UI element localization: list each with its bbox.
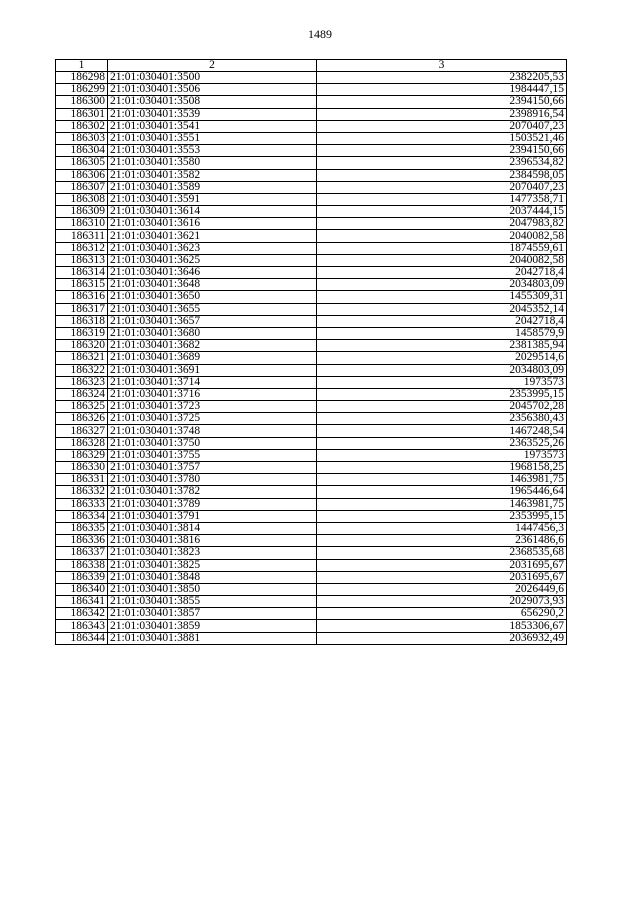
cadastral-number-cell: 21:01:030401:3723 — [108, 401, 317, 413]
row-number-cell: 186313 — [56, 254, 108, 266]
row-number-cell: 186335 — [56, 522, 108, 534]
row-number-cell: 186311 — [56, 230, 108, 242]
cadastral-number-cell: 21:01:030401:3691 — [108, 364, 317, 376]
row-number-cell: 186314 — [56, 267, 108, 279]
row-number-cell: 186307 — [56, 181, 108, 193]
cadastral-number-cell: 21:01:030401:3757 — [108, 462, 317, 474]
value-cell: 1458579,9 — [317, 327, 567, 339]
row-number-cell: 186326 — [56, 413, 108, 425]
table-row — [56, 596, 567, 608]
table-row — [56, 510, 567, 522]
cadastral-number-cell: 21:01:030401:3580 — [108, 157, 317, 169]
table-row — [56, 571, 567, 583]
cadastral-number-cell: 21:01:030401:3553 — [108, 145, 317, 157]
table-row — [56, 340, 567, 352]
value-cell: 2034803,09 — [317, 364, 567, 376]
cadastral-number-cell: 21:01:030401:3589 — [108, 181, 317, 193]
cadastral-number-cell: 21:01:030401:3881 — [108, 632, 317, 644]
value-cell: 2036932,49 — [317, 632, 567, 644]
table-row — [56, 486, 567, 498]
cadastral-number-cell: 21:01:030401:3857 — [108, 608, 317, 620]
value-cell: 2382205,53 — [317, 72, 567, 84]
cadastral-number-cell: 21:01:030401:3716 — [108, 388, 317, 400]
cadastral-number-cell: 21:01:030401:3551 — [108, 132, 317, 144]
table-row — [56, 193, 567, 205]
value-cell: 1463981,75 — [317, 498, 567, 510]
value-cell: 2031695,67 — [317, 559, 567, 571]
value-cell: 2363525,26 — [317, 437, 567, 449]
cadastral-number-cell: 21:01:030401:3506 — [108, 84, 317, 96]
table-row — [56, 388, 567, 400]
row-number-cell: 186320 — [56, 340, 108, 352]
value-cell: 2045702,28 — [317, 401, 567, 413]
table-row — [56, 267, 567, 279]
cadastral-number-cell: 21:01:030401:3500 — [108, 72, 317, 84]
value-cell: 1477358,71 — [317, 193, 567, 205]
cadastral-number-cell: 21:01:030401:3816 — [108, 535, 317, 547]
table-row — [56, 535, 567, 547]
cadastral-number-cell: 21:01:030401:3725 — [108, 413, 317, 425]
row-number-cell: 186301 — [56, 108, 108, 120]
row-number-cell: 186337 — [56, 547, 108, 559]
value-cell: 2047983,82 — [317, 218, 567, 230]
value-cell: 1973573 — [317, 376, 567, 388]
cadastral-number-cell: 21:01:030401:3614 — [108, 206, 317, 218]
row-number-cell: 186312 — [56, 242, 108, 254]
row-number-cell: 186336 — [56, 535, 108, 547]
value-cell: 2040082,58 — [317, 230, 567, 242]
table-row — [56, 559, 567, 571]
value-cell: 2368535,68 — [317, 547, 567, 559]
value-cell: 2042718,4 — [317, 267, 567, 279]
value-cell: 1467248,54 — [317, 425, 567, 437]
value-cell: 2031695,67 — [317, 571, 567, 583]
row-number-cell: 186315 — [56, 279, 108, 291]
value-cell: 2396534,82 — [317, 157, 567, 169]
value-cell: 2353995,15 — [317, 510, 567, 522]
table-row — [56, 254, 567, 266]
table-row — [56, 218, 567, 230]
value-cell: 2394150,66 — [317, 145, 567, 157]
cadastral-number-cell: 21:01:030401:3582 — [108, 169, 317, 181]
table-row — [56, 547, 567, 559]
value-cell: 2026449,6 — [317, 583, 567, 595]
value-cell: 1984447,15 — [317, 84, 567, 96]
cadastral-number-cell: 21:01:030401:3650 — [108, 291, 317, 303]
value-cell: 2384598,05 — [317, 169, 567, 181]
row-number-cell: 186329 — [56, 449, 108, 461]
row-number-cell: 186324 — [56, 388, 108, 400]
row-number-cell: 186323 — [56, 376, 108, 388]
table-row — [56, 462, 567, 474]
table-row — [56, 583, 567, 595]
row-number-cell: 186319 — [56, 327, 108, 339]
value-cell: 1973573 — [317, 449, 567, 461]
value-cell: 2029073,93 — [317, 596, 567, 608]
value-cell: 2040082,58 — [317, 254, 567, 266]
value-cell: 2356380,43 — [317, 413, 567, 425]
table-row — [56, 327, 567, 339]
cadastral-number-cell: 21:01:030401:3848 — [108, 571, 317, 583]
table-row — [56, 474, 567, 486]
table-row — [56, 157, 567, 169]
row-number-cell: 186327 — [56, 425, 108, 437]
table-row — [56, 132, 567, 144]
value-cell: 2070407,23 — [317, 181, 567, 193]
cadastral-number-cell: 21:01:030401:3780 — [108, 474, 317, 486]
value-cell: 2070407,23 — [317, 120, 567, 132]
table-row — [56, 425, 567, 437]
cadastral-number-cell: 21:01:030401:3508 — [108, 96, 317, 108]
table-row — [56, 437, 567, 449]
cadastral-number-cell: 21:01:030401:3541 — [108, 120, 317, 132]
cadastral-number-cell: 21:01:030401:3755 — [108, 449, 317, 461]
table-row — [56, 120, 567, 132]
table-row — [56, 230, 567, 242]
row-number-cell: 186342 — [56, 608, 108, 620]
row-number-cell: 186330 — [56, 462, 108, 474]
value-cell: 2394150,66 — [317, 96, 567, 108]
column-header-2: 2 — [108, 60, 317, 72]
cadastral-number-cell: 21:01:030401:3648 — [108, 279, 317, 291]
row-number-cell: 186316 — [56, 291, 108, 303]
table-row — [56, 96, 567, 108]
table-row — [56, 108, 567, 120]
row-number-cell: 186303 — [56, 132, 108, 144]
row-number-cell: 186332 — [56, 486, 108, 498]
cadastral-number-cell: 21:01:030401:3655 — [108, 303, 317, 315]
table-row — [56, 376, 567, 388]
cadastral-number-cell: 21:01:030401:3850 — [108, 583, 317, 595]
row-number-cell: 186321 — [56, 352, 108, 364]
cadastral-number-cell: 21:01:030401:3591 — [108, 193, 317, 205]
table-row — [56, 242, 567, 254]
table-row — [56, 169, 567, 181]
cadastral-number-cell: 21:01:030401:3657 — [108, 315, 317, 327]
row-number-cell: 186328 — [56, 437, 108, 449]
row-number-cell: 186304 — [56, 145, 108, 157]
value-cell: 1447456,3 — [317, 522, 567, 534]
cadastral-number-cell: 21:01:030401:3539 — [108, 108, 317, 120]
value-cell: 656290,2 — [317, 608, 567, 620]
cadastral-number-cell: 21:01:030401:3623 — [108, 242, 317, 254]
cadastral-number-cell: 21:01:030401:3748 — [108, 425, 317, 437]
cadastral-number-cell: 21:01:030401:3855 — [108, 596, 317, 608]
table-row — [56, 303, 567, 315]
cadastral-number-cell: 21:01:030401:3646 — [108, 267, 317, 279]
value-cell: 2029514,6 — [317, 352, 567, 364]
row-number-cell: 186299 — [56, 84, 108, 96]
cadastral-number-cell: 21:01:030401:3682 — [108, 340, 317, 352]
cadastral-number-cell: 21:01:030401:3750 — [108, 437, 317, 449]
table-row — [56, 401, 567, 413]
table-row — [56, 279, 567, 291]
row-number-cell: 186322 — [56, 364, 108, 376]
table-row — [56, 449, 567, 461]
cadastral-number-cell: 21:01:030401:3680 — [108, 327, 317, 339]
row-number-cell: 186338 — [56, 559, 108, 571]
row-number-cell: 186340 — [56, 583, 108, 595]
table-row — [56, 364, 567, 376]
row-number-cell: 186334 — [56, 510, 108, 522]
cadastral-number-cell: 21:01:030401:3823 — [108, 547, 317, 559]
cadastral-number-cell: 21:01:030401:3782 — [108, 486, 317, 498]
row-number-cell: 186309 — [56, 206, 108, 218]
row-number-cell: 186300 — [56, 96, 108, 108]
row-number-cell: 186344 — [56, 632, 108, 644]
row-number-cell: 186298 — [56, 72, 108, 84]
row-number-cell: 186333 — [56, 498, 108, 510]
table-row — [56, 413, 567, 425]
row-number-cell: 186341 — [56, 596, 108, 608]
data-table — [55, 59, 567, 645]
table-body — [56, 72, 567, 645]
value-cell: 2381385,94 — [317, 340, 567, 352]
row-number-cell: 186318 — [56, 315, 108, 327]
cadastral-number-cell: 21:01:030401:3689 — [108, 352, 317, 364]
cadastral-number-cell: 21:01:030401:3791 — [108, 510, 317, 522]
table-row — [56, 498, 567, 510]
value-cell: 2398916,54 — [317, 108, 567, 120]
table-row — [56, 181, 567, 193]
column-header-3: 3 — [317, 60, 567, 72]
cadastral-number-cell: 21:01:030401:3859 — [108, 620, 317, 632]
table-row — [56, 632, 567, 644]
value-cell: 1853306,67 — [317, 620, 567, 632]
table-row — [56, 145, 567, 157]
value-cell: 1503521,46 — [317, 132, 567, 144]
row-number-cell: 186310 — [56, 218, 108, 230]
table-row — [56, 620, 567, 632]
value-cell: 2042718,4 — [317, 315, 567, 327]
value-cell: 2353995,15 — [317, 388, 567, 400]
table-row — [56, 72, 567, 84]
value-cell: 2045352,14 — [317, 303, 567, 315]
table-row — [56, 206, 567, 218]
value-cell: 1463981,75 — [317, 474, 567, 486]
cadastral-number-cell: 21:01:030401:3789 — [108, 498, 317, 510]
cadastral-number-cell: 21:01:030401:3616 — [108, 218, 317, 230]
header-row — [56, 60, 567, 72]
column-header-1: 1 — [56, 60, 108, 72]
cadastral-number-cell: 21:01:030401:3625 — [108, 254, 317, 266]
row-number-cell: 186317 — [56, 303, 108, 315]
row-number-cell: 186302 — [56, 120, 108, 132]
value-cell: 1874559,61 — [317, 242, 567, 254]
table-row — [56, 84, 567, 96]
row-number-cell: 186305 — [56, 157, 108, 169]
row-number-cell: 186308 — [56, 193, 108, 205]
row-number-cell: 186306 — [56, 169, 108, 181]
value-cell: 2034803,09 — [317, 279, 567, 291]
page-number: 1489 — [308, 27, 332, 41]
row-number-cell: 186325 — [56, 401, 108, 413]
row-number-cell: 186343 — [56, 620, 108, 632]
cadastral-number-cell: 21:01:030401:3814 — [108, 522, 317, 534]
table-row — [56, 608, 567, 620]
cadastral-number-cell: 21:01:030401:3621 — [108, 230, 317, 242]
value-cell: 1455309,31 — [317, 291, 567, 303]
table-row — [56, 315, 567, 327]
row-number-cell: 186339 — [56, 571, 108, 583]
row-number-cell: 186331 — [56, 474, 108, 486]
value-cell: 2037444,15 — [317, 206, 567, 218]
table-row — [56, 522, 567, 534]
table-row — [56, 291, 567, 303]
value-cell: 1968158,25 — [317, 462, 567, 474]
value-cell: 1965446,64 — [317, 486, 567, 498]
table-row — [56, 352, 567, 364]
cadastral-number-cell: 21:01:030401:3825 — [108, 559, 317, 571]
cadastral-number-cell: 21:01:030401:3714 — [108, 376, 317, 388]
value-cell: 2361486,6 — [317, 535, 567, 547]
